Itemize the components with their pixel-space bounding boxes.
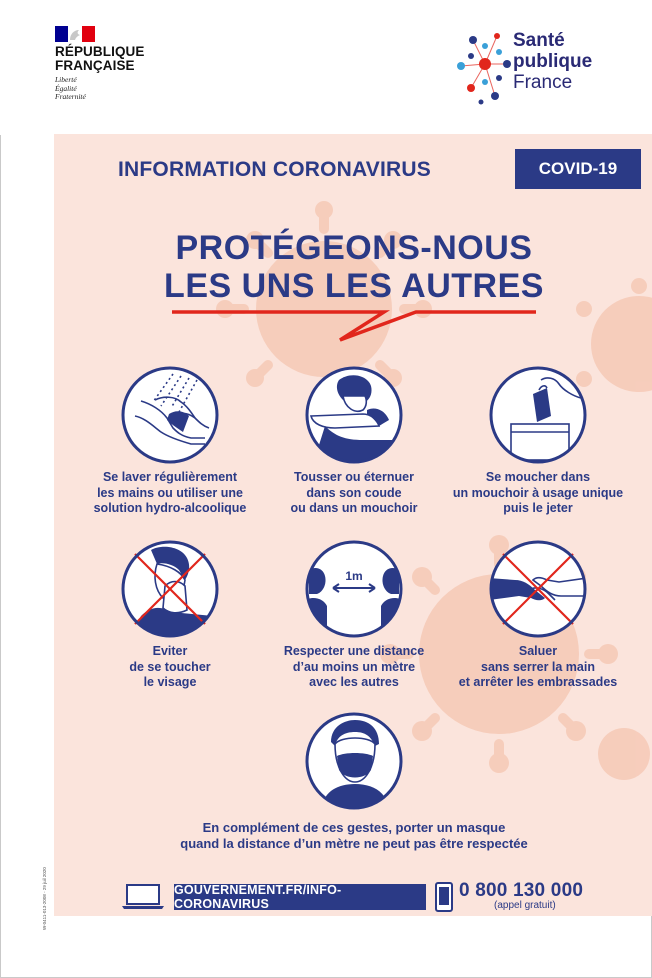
gesture-7-line2: quand la distance d’un mètre ne peut pas être respectée (180, 836, 528, 851)
covid-badge: COVID-19 (515, 149, 641, 189)
rf-name-line1: RÉPUBLIQUE (55, 44, 145, 59)
gesture-6-line3: et arrêter les embrassades (458, 675, 618, 689)
gesture-2-line1: Tousser ou éternuer (294, 470, 414, 484)
main-title-line1: PROTÉGEONS-NOUS (175, 229, 533, 267)
gesture-5-line1: Respecter une distance (283, 644, 425, 658)
spf-line1: Santé (513, 30, 565, 51)
distance-label: 1m (345, 569, 363, 583)
gesture-5-line2: d’au moins un mètre (292, 659, 416, 674)
gesture-6-line2: sans serrer la main (481, 659, 595, 674)
gesture-3-line1: Se moucher dans (485, 470, 591, 484)
main-title-line2: LES UNS LES AUTRES (164, 267, 544, 305)
sante-publique-france-logo (455, 26, 605, 106)
main-title (54, 229, 652, 305)
gesture-4-line2: de se toucher (129, 659, 211, 674)
laptop-icon (122, 884, 164, 910)
cough-elbow-icon (305, 366, 403, 464)
phone-icon (435, 882, 453, 912)
gesture-5-line3: avec les autres (309, 675, 399, 689)
rf-motto-liberte: Liberté (55, 75, 77, 84)
phone-number[interactable]: 0 800 130 000 (459, 880, 584, 901)
no-handshake-icon (489, 540, 587, 638)
footer (54, 876, 652, 916)
gesture-1-line2: les mains ou utiliser une (97, 485, 243, 500)
speech-bubble-underline (170, 300, 540, 346)
phone-note: (appel gratuit) (494, 900, 556, 911)
rf-motto-fraternite: Fraternité (55, 92, 86, 101)
face-mask-icon (305, 712, 403, 810)
gesture-3-line3: puis le jeter (503, 501, 573, 515)
rf-motto-egalite: Égalité (55, 83, 77, 93)
gesture-2-line3: ou dans un mouchoir (290, 501, 418, 515)
hand-washing-icon (121, 366, 219, 464)
spf-line2: publique (513, 51, 593, 72)
gesture-4-line1: Eviter (152, 644, 188, 658)
tissue-box-icon (489, 366, 587, 464)
poster-panel (54, 134, 652, 916)
document-reference: W-0411-013-2008 - 29 juil 2020 (42, 867, 47, 930)
header (0, 0, 652, 135)
no-face-touch-icon (121, 540, 219, 638)
gesture-7-line1: En complément de ces gestes, porter un masque (202, 820, 506, 835)
distance-icon (305, 540, 403, 638)
info-title: INFORMATION CORONAVIRUS (118, 158, 431, 181)
info-url[interactable]: GOUVERNEMENT.FR/INFO-CORONAVIRUS (174, 884, 426, 910)
gesture-6-line1: Saluer (518, 644, 558, 658)
gesture-4-line3: le visage (143, 675, 197, 689)
gesture-3-line2: un mouchoir à usage unique (452, 485, 624, 500)
gesture-1-line1: Se laver régulièrement (102, 470, 238, 484)
republique-francaise-logo (55, 26, 145, 102)
network-dots-icon (455, 26, 513, 106)
spf-line3: France (513, 72, 573, 93)
marianne-flag-icon (55, 26, 95, 42)
gesture-2-line2: dans son coude (306, 485, 402, 500)
gesture-1-line3: solution hydro-alcoolique (93, 501, 247, 515)
rf-name-line2: FRANÇAISE (55, 58, 135, 73)
